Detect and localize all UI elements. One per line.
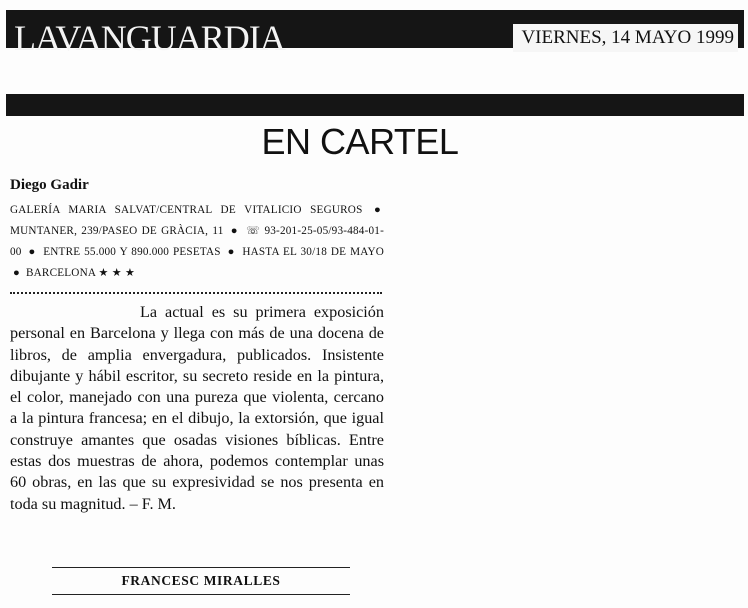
venue: GALERÍA MARIA SALVAT/CENTRAL DE VITALICIO SEGUROS — [10, 204, 363, 216]
signature-rule-bottom — [52, 594, 350, 595]
section-divider-bar — [6, 94, 744, 116]
bullet-icon: ● — [230, 225, 239, 237]
article-headline: Diego Gadir — [10, 177, 89, 193]
bullet-icon: ● — [28, 246, 37, 258]
section-title: EN CARTEL — [261, 121, 459, 162]
article-body: La actual es su primera exposición personal en Barcelona y llega con más de una docena de libros, de amplia envergadura, publicados. Insistente dibujante y hábil escritor, su secreto reside en la pintura, el color, manejado con una pureza que violenta, cercano a la pintura francesa; en el dibujo, la extorsión, que igual construye amantes que osadas visiones bíblicas. Entre estas dos muestras de ahora, podemos contemplar unas 60 obras, en las que su expresividad se nos presenta en toda su magnitud. – F. M. — [10, 303, 384, 513]
bullet-icon: ● — [13, 267, 20, 279]
city: BARCELONA — [25, 267, 96, 279]
signature-rule-top — [52, 567, 350, 568]
dotted-divider — [10, 292, 382, 294]
rating-stars: ★ ★ ★ — [98, 267, 136, 279]
price: ENTRE 55.000 Y 890.000 PESETAS — [43, 246, 221, 258]
dates: HASTA EL 30/18 DE MAYO — [242, 246, 385, 258]
bullet-icon: ● — [374, 204, 381, 216]
exhibition-info — [10, 200, 384, 284]
article — [10, 176, 384, 515]
phone: ☏ 93-201-25-05/93-484-01-00 — [10, 225, 385, 258]
masthead-bar — [6, 10, 744, 58]
publication-date: VIERNES, 14 MAYO 1999 — [513, 24, 738, 52]
address: MUNTANER, 239/PASEO DE GRÀCIA, 11 — [10, 225, 224, 237]
author-signature: FRANCESC MIRALLES — [121, 573, 281, 588]
bullet-icon: ● — [227, 246, 236, 258]
newspaper-title: LAVANGUARDIA — [14, 18, 285, 58]
